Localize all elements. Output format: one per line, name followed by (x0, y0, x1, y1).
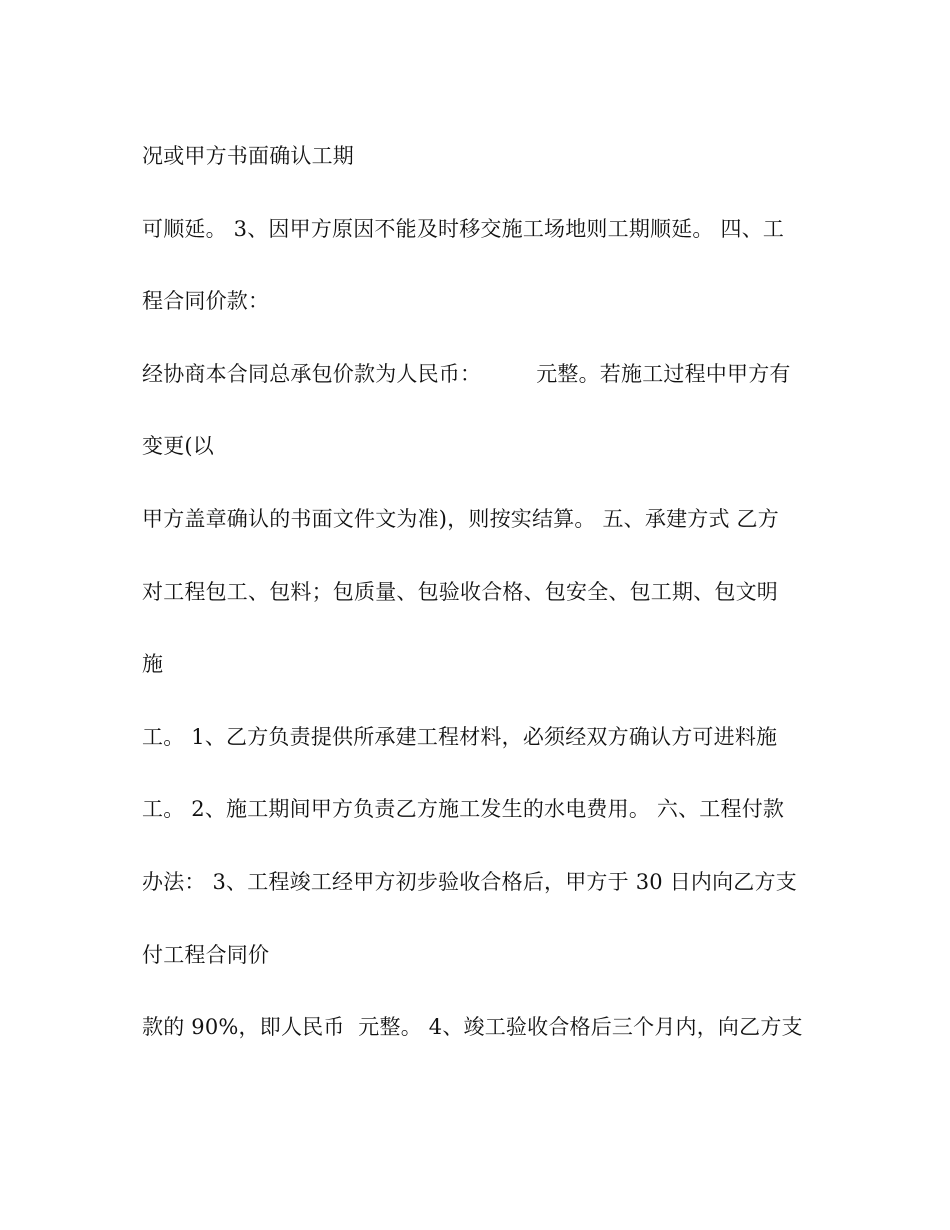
text-line: 变更(以 (142, 434, 214, 459)
text-line: 办法： 3、工程竣工经甲方初步验收合格后，甲方于 30 日内向乙方支 (142, 869, 797, 894)
text-line: 施 (142, 652, 164, 677)
text-line: 工。 1、乙方负责提供所承建工程材料，必须经双方确认方可进料施 (142, 724, 778, 749)
text-line: 甲方盖章确认的书面文件文为准)，则按实结算。 五、承建方式 乙方 (142, 506, 779, 531)
document-body (142, 138, 822, 1082)
text-line: 程合同价款： (142, 289, 270, 314)
text-line: 况或甲方书面确认工期 (142, 144, 354, 168)
text-line: 经协商本合同总承包价款为人民币： 元整。若施工过程中甲方有 (142, 361, 791, 386)
text-line: 付工程合同价 (142, 942, 270, 967)
text-line: 款的 90%，即人民币 元整。 4、竣工验收合格后三个月内，向乙方支 (142, 1015, 803, 1040)
text-line: 可顺延。 3、因甲方原因不能及时移交施工场地则工期顺延。 四、工 (142, 216, 785, 241)
text-line: 工。 2、施工期间甲方负责乙方施工发生的水电费用。 六、工程付款 (142, 797, 785, 822)
text-line: 对工程包工、包料；包质量、包验收合格、包安全、包工期、包文明 (142, 579, 778, 604)
